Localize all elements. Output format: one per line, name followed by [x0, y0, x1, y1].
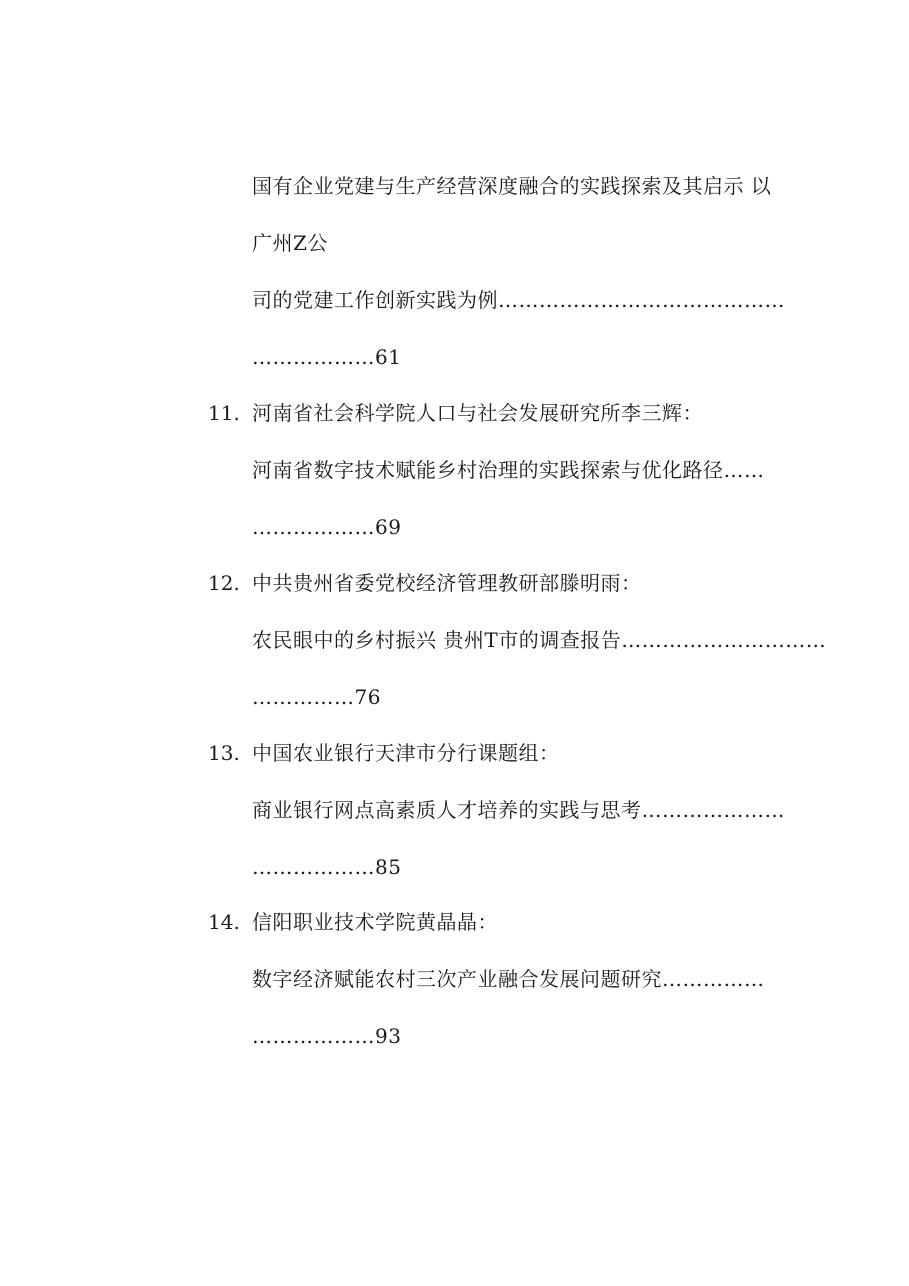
toc-entry-page-line: ………………61 — [252, 345, 402, 369]
toc-entry-number: 13. — [208, 741, 240, 765]
toc-entry-author: 中共贵州省委党校经济管理教研部滕明雨： — [252, 571, 642, 595]
toc-entry-line: 广州Z公 — [252, 231, 328, 255]
toc-entry-page-line: ………………69 — [252, 515, 402, 539]
toc-entry-author: 信阳职业技术学院黄晶晶： — [252, 910, 498, 934]
toc-entry-title: 商业银行网点高素质人才培养的实践与思考………………… — [252, 798, 785, 822]
toc-entry-title: 河南省数字技术赋能乡村治理的实践探索与优化路径…… — [252, 458, 765, 482]
toc-entry-page-line: ………………85 — [252, 855, 402, 879]
toc-entry-line: 司的党建工作创新实践为例…………………………………… — [252, 288, 785, 312]
toc-entry-page-line: ………………93 — [252, 1024, 402, 1048]
toc-entry-line: 国有企业党建与生产经营深度融合的实践探索及其启示 以 — [252, 174, 772, 198]
toc-entry-title: 农民眼中的乡村振兴 贵州T市的调查报告………………………… — [252, 628, 827, 652]
toc-entry-number: 12. — [208, 571, 240, 595]
toc-entry-number: 11. — [208, 401, 240, 425]
toc-entry-number: 14. — [208, 910, 240, 934]
toc-entry-page-line: ……………76 — [252, 685, 381, 709]
toc-entry-title: 数字经济赋能农村三次产业融合发展问题研究…………… — [252, 967, 765, 991]
toc-entry-author: 河南省社会科学院人口与社会发展研究所李三辉： — [252, 401, 703, 425]
toc-entry-author: 中国农业银行天津市分行课题组： — [252, 741, 560, 765]
